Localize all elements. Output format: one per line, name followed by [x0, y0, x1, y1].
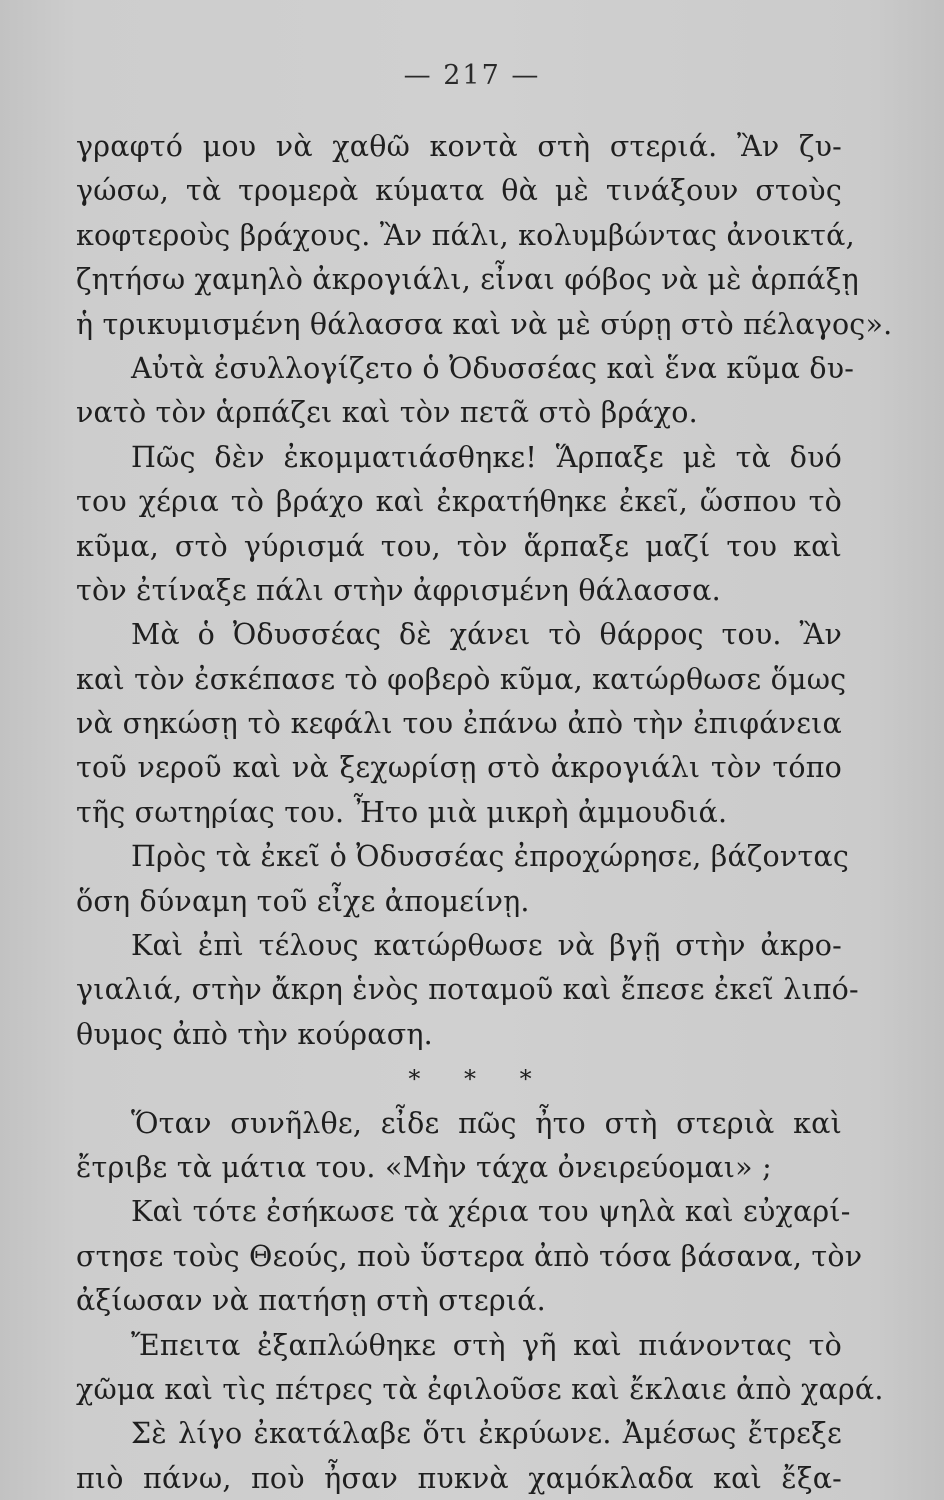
text-line: Πῶς δὲν ἐκομματιάσθηκε! Ἅρπαξε μὲ τὰ δυό [131, 440, 842, 474]
text-line: τοῦ νεροῦ καὶ νὰ ξεχωρίσῃ στὸ ἀκρογιάλι τὸν τόπο [76, 751, 842, 785]
text-line: Μὰ ὁ Ὀδυσσέας δὲ χάνει τὸ θάρρος του. Ἂν [131, 618, 842, 652]
text-line: στησε τοὺς Θεούς, ποὺ ὕστερα ἀπὸ τόσα βάσανα, τὸν [76, 1239, 863, 1273]
text-line: πιὸ πάνω, ποὺ ἦσαν πυκνὰ χαμόκλαδα καὶ ἔξα- [76, 1461, 842, 1495]
text-line: γιαλιά, στὴν ἄκρη ἑνὸς ποταμοῦ καὶ ἔπεσε ἐκεῖ λιπό- [76, 973, 859, 1007]
text-line: Αὐτὰ ἐσυλλογίζετο ὁ Ὀδυσσέας καὶ ἕνα κῦμα δυ- [131, 351, 855, 385]
body-text [76, 125, 893, 1500]
text-line: καὶ τὸν ἐσκέπασε τὸ φοβερὸ κῦμα, κατώρθωσε ὅμως [76, 662, 847, 696]
text-line: τῆς σωτηρίας του. Ἦτο μιὰ μικρὴ ἀμμουδιά. [76, 795, 728, 829]
text-line: νὰ σηκώσῃ τὸ κεφάλι του ἐπάνω ἀπὸ τὴν ἐπιφάνεια [76, 707, 842, 741]
text-line: Καὶ τότε ἐσήκωσε τὰ χέρια του ψηλὰ καὶ εὐχαρί- [131, 1195, 851, 1229]
text-line: χῶμα καὶ τὶς πέτρες τὰ ἐφιλοῦσε καὶ ἔκλαιε ἀπὸ χαρά. [76, 1372, 884, 1406]
text-line: τὸν ἐτίναξε πάλι στὴν ἀφρισμένη θάλασσα. [76, 573, 721, 607]
text-line: γώσω, τὰ τρομερὰ κύματα θὰ μὲ τινάξουν στοὺς [76, 174, 842, 208]
text-line: ἀξίωσαν νὰ πατήσῃ στὴ στεριά. [76, 1284, 546, 1318]
text-line: του χέρια τὸ βράχο καὶ ἐκρατήθηκε ἐκεῖ, ὥσπου τὸ [76, 485, 842, 519]
text-line: νατὸ τὸν ἁρπάζει καὶ τὸν πετᾶ στὸ βράχο. [76, 396, 698, 430]
text-line: ζητήσω χαμηλὸ ἀκρογιάλι, εἶναι φόβος νὰ μὲ ἁρπάξῃ [76, 263, 859, 297]
text-line: ἔτριβε τὰ μάτια του. «Μὴν τάχα ὀνειρεύομαι» ; [76, 1150, 772, 1184]
text-line: κῦμα, στὸ γύρισμά του, τὸν ἅρπαξε μαζί του καὶ [76, 529, 842, 563]
text-line: Καὶ ἐπὶ τέλους κατώρθωσε νὰ βγῇ στὴν ἀκρο- [131, 929, 842, 963]
text-line: Ἔπειτα ἐξαπλώθηκε στὴ γῆ καὶ πιάνοντας τὸ [131, 1328, 842, 1362]
text-line: Πρὸς τὰ ἐκεῖ ὁ Ὀδυσσέας ἐπροχώρησε, βάζοντας [131, 840, 850, 874]
text-line: θυμος ἀπὸ τὴν κούραση. [76, 1017, 433, 1051]
text-line: Ὅταν συνῆλθε, εἶδε πῶς ἦτο στὴ στεριὰ καὶ [131, 1106, 842, 1140]
text-line: ὅση δύναμη τοῦ εἶχε ἀπομείνῃ. [76, 884, 530, 918]
text-line: ἡ τρικυμισμένη θάλασσα καὶ νὰ μὲ σύρῃ στὸ πέλαγος». [76, 307, 893, 341]
page-number: — 217 — [403, 60, 541, 91]
text-line: κοφτεροὺς βράχους. Ἂν πάλι, κολυμβώντας ἀνοικτά, [76, 218, 855, 252]
section-divider: * * * [408, 1065, 550, 1094]
text-line: Σὲ λίγο ἐκατάλαβε ὅτι ἐκρύωνε. Ἀμέσως ἔτρεξε [131, 1417, 842, 1451]
text-line: γραφτό μου νὰ χαθῶ κοντὰ στὴ στεριά. Ἂν ζυ- [76, 130, 842, 163]
